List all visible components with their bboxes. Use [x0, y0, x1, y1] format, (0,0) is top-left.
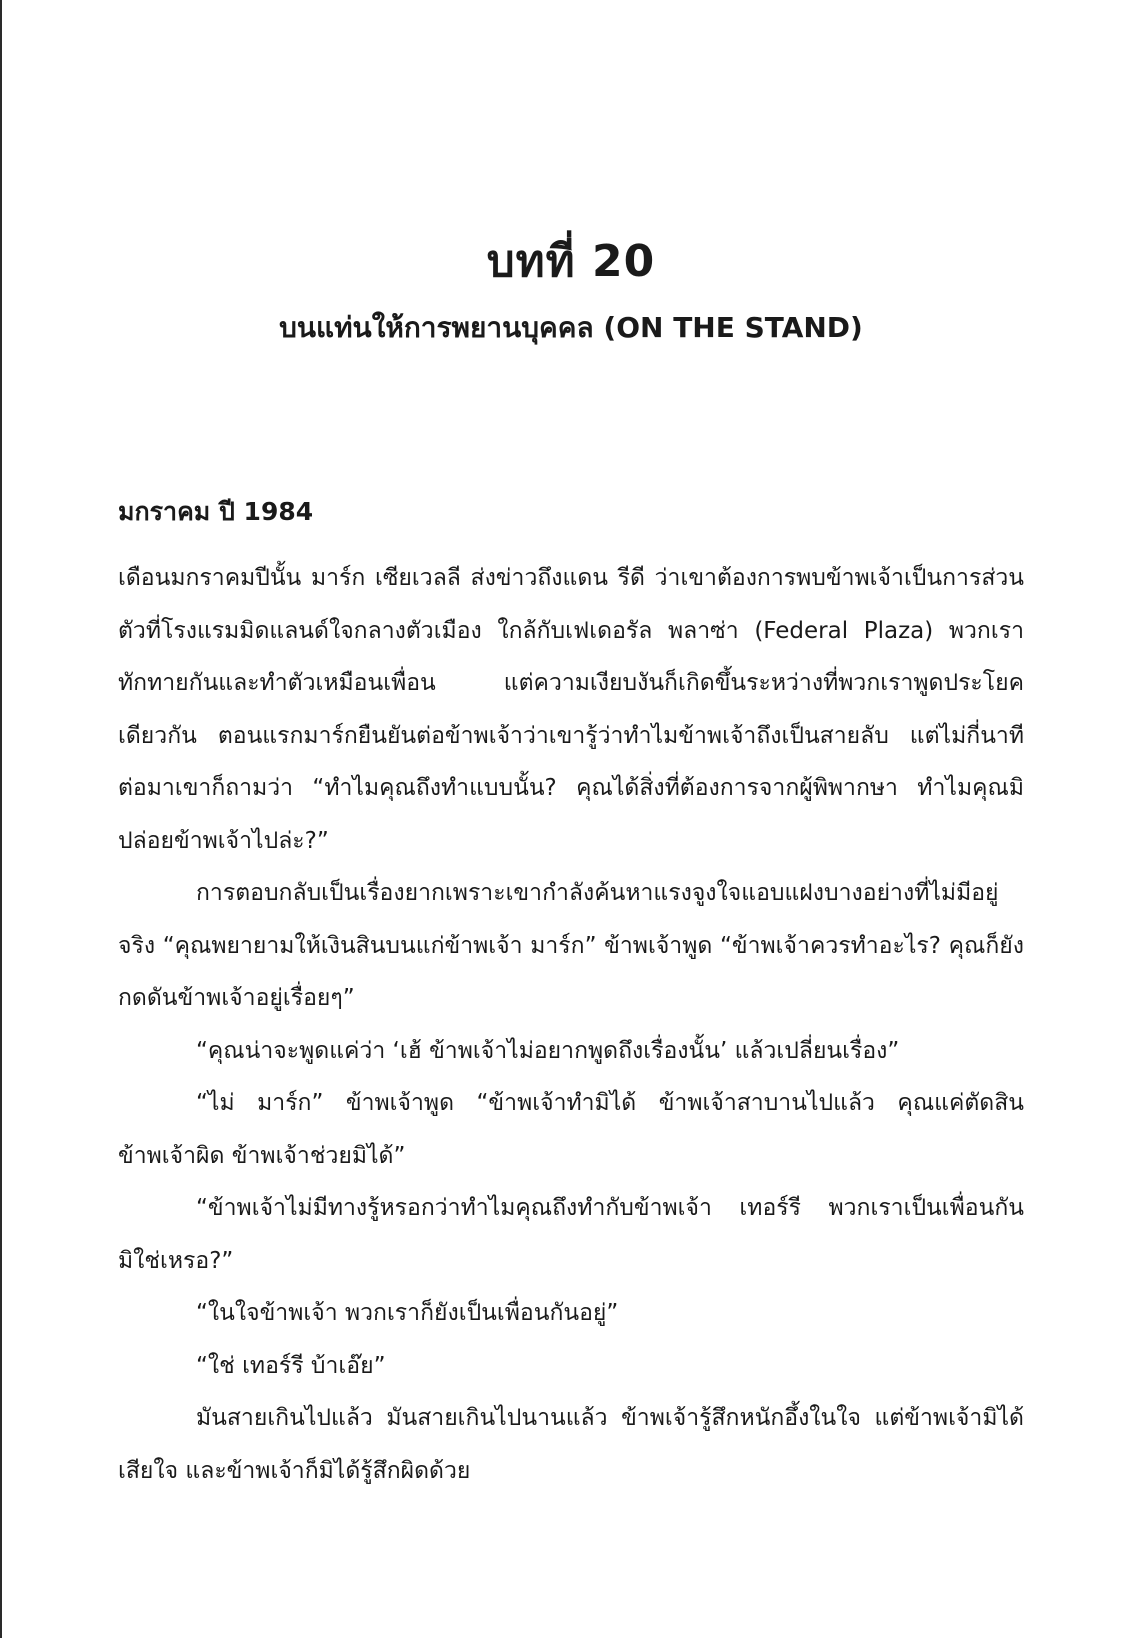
body-text [118, 552, 1024, 1497]
paragraph: “ไม่ มาร์ก” ข้าพเจ้าพูด “ข้าพเจ้าทำมิได้ ข้าพเจ้าสาบานไปแล้ว คุณแค่ตัดสินข้าพเจ้าผิด ข้าพเจ้าช่วยมิได้” [118, 1090, 1024, 1169]
paragraph: มันสายเกินไปแล้ว มันสายเกินไปนานแล้ว ข้าพเจ้ารู้สึกหนักอึ้งในใจ แต่ข้าพเจ้ามิได้เสียใจ และข้าพเจ้าก็มิได้รู้สึกผิดด้วย [118, 1405, 1024, 1484]
paragraph: “ใช่ เทอร์รี บ้าเอ๊ย” [196, 1352, 386, 1379]
page-edge-line [0, 0, 2, 1638]
paragraph: “ในใจข้าพเจ้า พวกเราก็ยังเป็นเพื่อนกันอยู่” [196, 1300, 619, 1326]
paragraph: “ข้าพเจ้าไม่มีทางรู้หรอกว่าทำไมคุณถึงทำกับข้าพเจ้า เทอร์รี พวกเราเป็นเพื่อนกันมิใช่เหรอ?” [118, 1195, 1024, 1274]
paragraph: การตอบกลับเป็นเรื่องยากเพราะเขากำลังค้นหาแรงจูงใจแอบแฝงบางอย่างที่ไม่มีอยู่จริง “คุณพยายามให้เงินสินบนแก่ข้าพเจ้า มาร์ก” ข้าพเจ้าพูด “ข้าพเจ้าควรทำอะไร? คุณก็ยังกดดันข้าพเจ้าอยู่เรื่อยๆ” [118, 880, 1024, 1011]
section-heading: มกราคม ปี 1984 [118, 497, 314, 526]
chapter-number: บทที่ 20 [486, 236, 656, 287]
chapter-title: บนแท่นให้การพยานบุคคล (ON THE STAND) [279, 311, 863, 344]
paragraph: “คุณน่าจะพูดแค่ว่า ‘เฮ้ ข้าพเจ้าไม่อยากพูดถึงเรื่องนั้น’ แล้วเปลี่ยนเรื่อง” [196, 1037, 900, 1064]
paragraph: เดือนมกราคมปีนั้น มาร์ก เซียเวลลี ส่งข่าวถึงแดน รีดี ว่าเขาต้องการพบข้าพเจ้าเป็นการส่วนตัวที่โรงแรมมิดแลนด์ใจกลางตัวเมือง ใกล้กับเฟเดอรัล พลาซ่า (Federal Plaza) พวกเราทักทายกันและทำตัวเหมือนเพื่อน แต่ความเงียบงันก็เกิดขึ้นระหว่างที่พวกเราพูดประโยคเดียวกัน ตอนแรกมาร์กยืนยันต่อข้าพเจ้าว่าเขารู้ว่าทำไมข้าพเจ้าถึงเป็นสายลับ แต่ไม่กี่นาทีต่อมาเขาก็ถามว่า “ทำไมคุณถึงทำแบบนั้น? คุณได้สิ่งที่ต้องการจากผู้พิพากษา ทำไมคุณมิปล่อยข้าพเจ้าไปล่ะ?” [118, 565, 1024, 854]
